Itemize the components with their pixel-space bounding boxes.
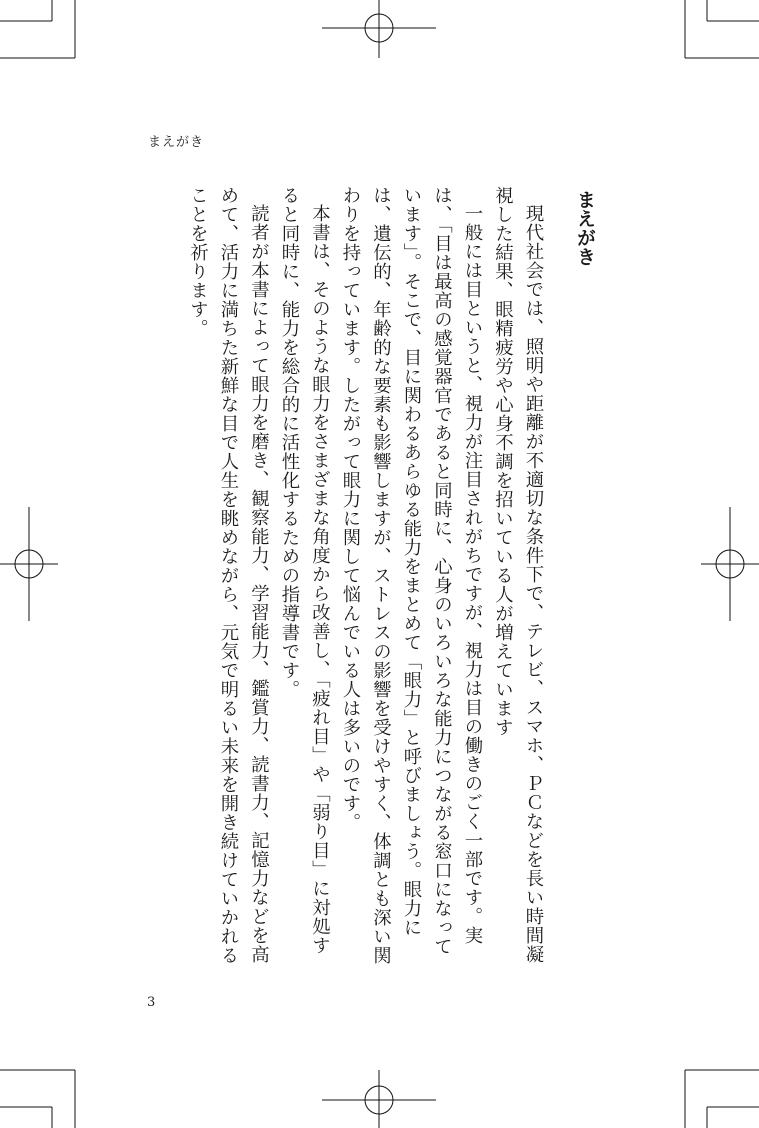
running-head: まえがき xyxy=(148,135,205,150)
vertical-text-block xyxy=(120,186,600,966)
chapter-title: まえがき xyxy=(574,190,596,266)
paragraph: 一般には目というと、視力が注目されがちですが、視力は目の働きのごく一部です。実は、「目は最高の感覚器官であると同時に、心身のいろいろな能力につながる窓口になっています」。そこで、目に関わるあらゆる能力をまとめて「眼力」と呼びましょう。眼力には、遺伝的、年齢的な要素も影響しますが、ストレスの影響を受けやすく、体調とも深い関わりを持っています。したがって眼力に関して悩んでいる人は多いのです。 xyxy=(340,186,483,965)
paragraph: 現代社会では、照明や距離が不適切な条件下で、テレビ、スマホ、ＰＣなどを長い時間凝視した結果、眼精疲労や心身不調を招いている人が増えています xyxy=(492,186,544,965)
paragraph: 読者が本書によって眼力を磨き、観察能力、学習能力、鑑賞力、読書力、記憶力などを高めて、活力に満ちた新鮮な目で人生を眺めながら、元気で明るい未来を開き続けていかれることを祈ります。 xyxy=(187,186,270,965)
page-number: 3 xyxy=(147,995,156,1010)
paragraph: 本書は、そのような眼力をさまざまな角度から改善し、「疲れ目」や「弱り目」に対処すると同時に、能力を総合的に活性化するための指導書です。 xyxy=(279,186,331,956)
